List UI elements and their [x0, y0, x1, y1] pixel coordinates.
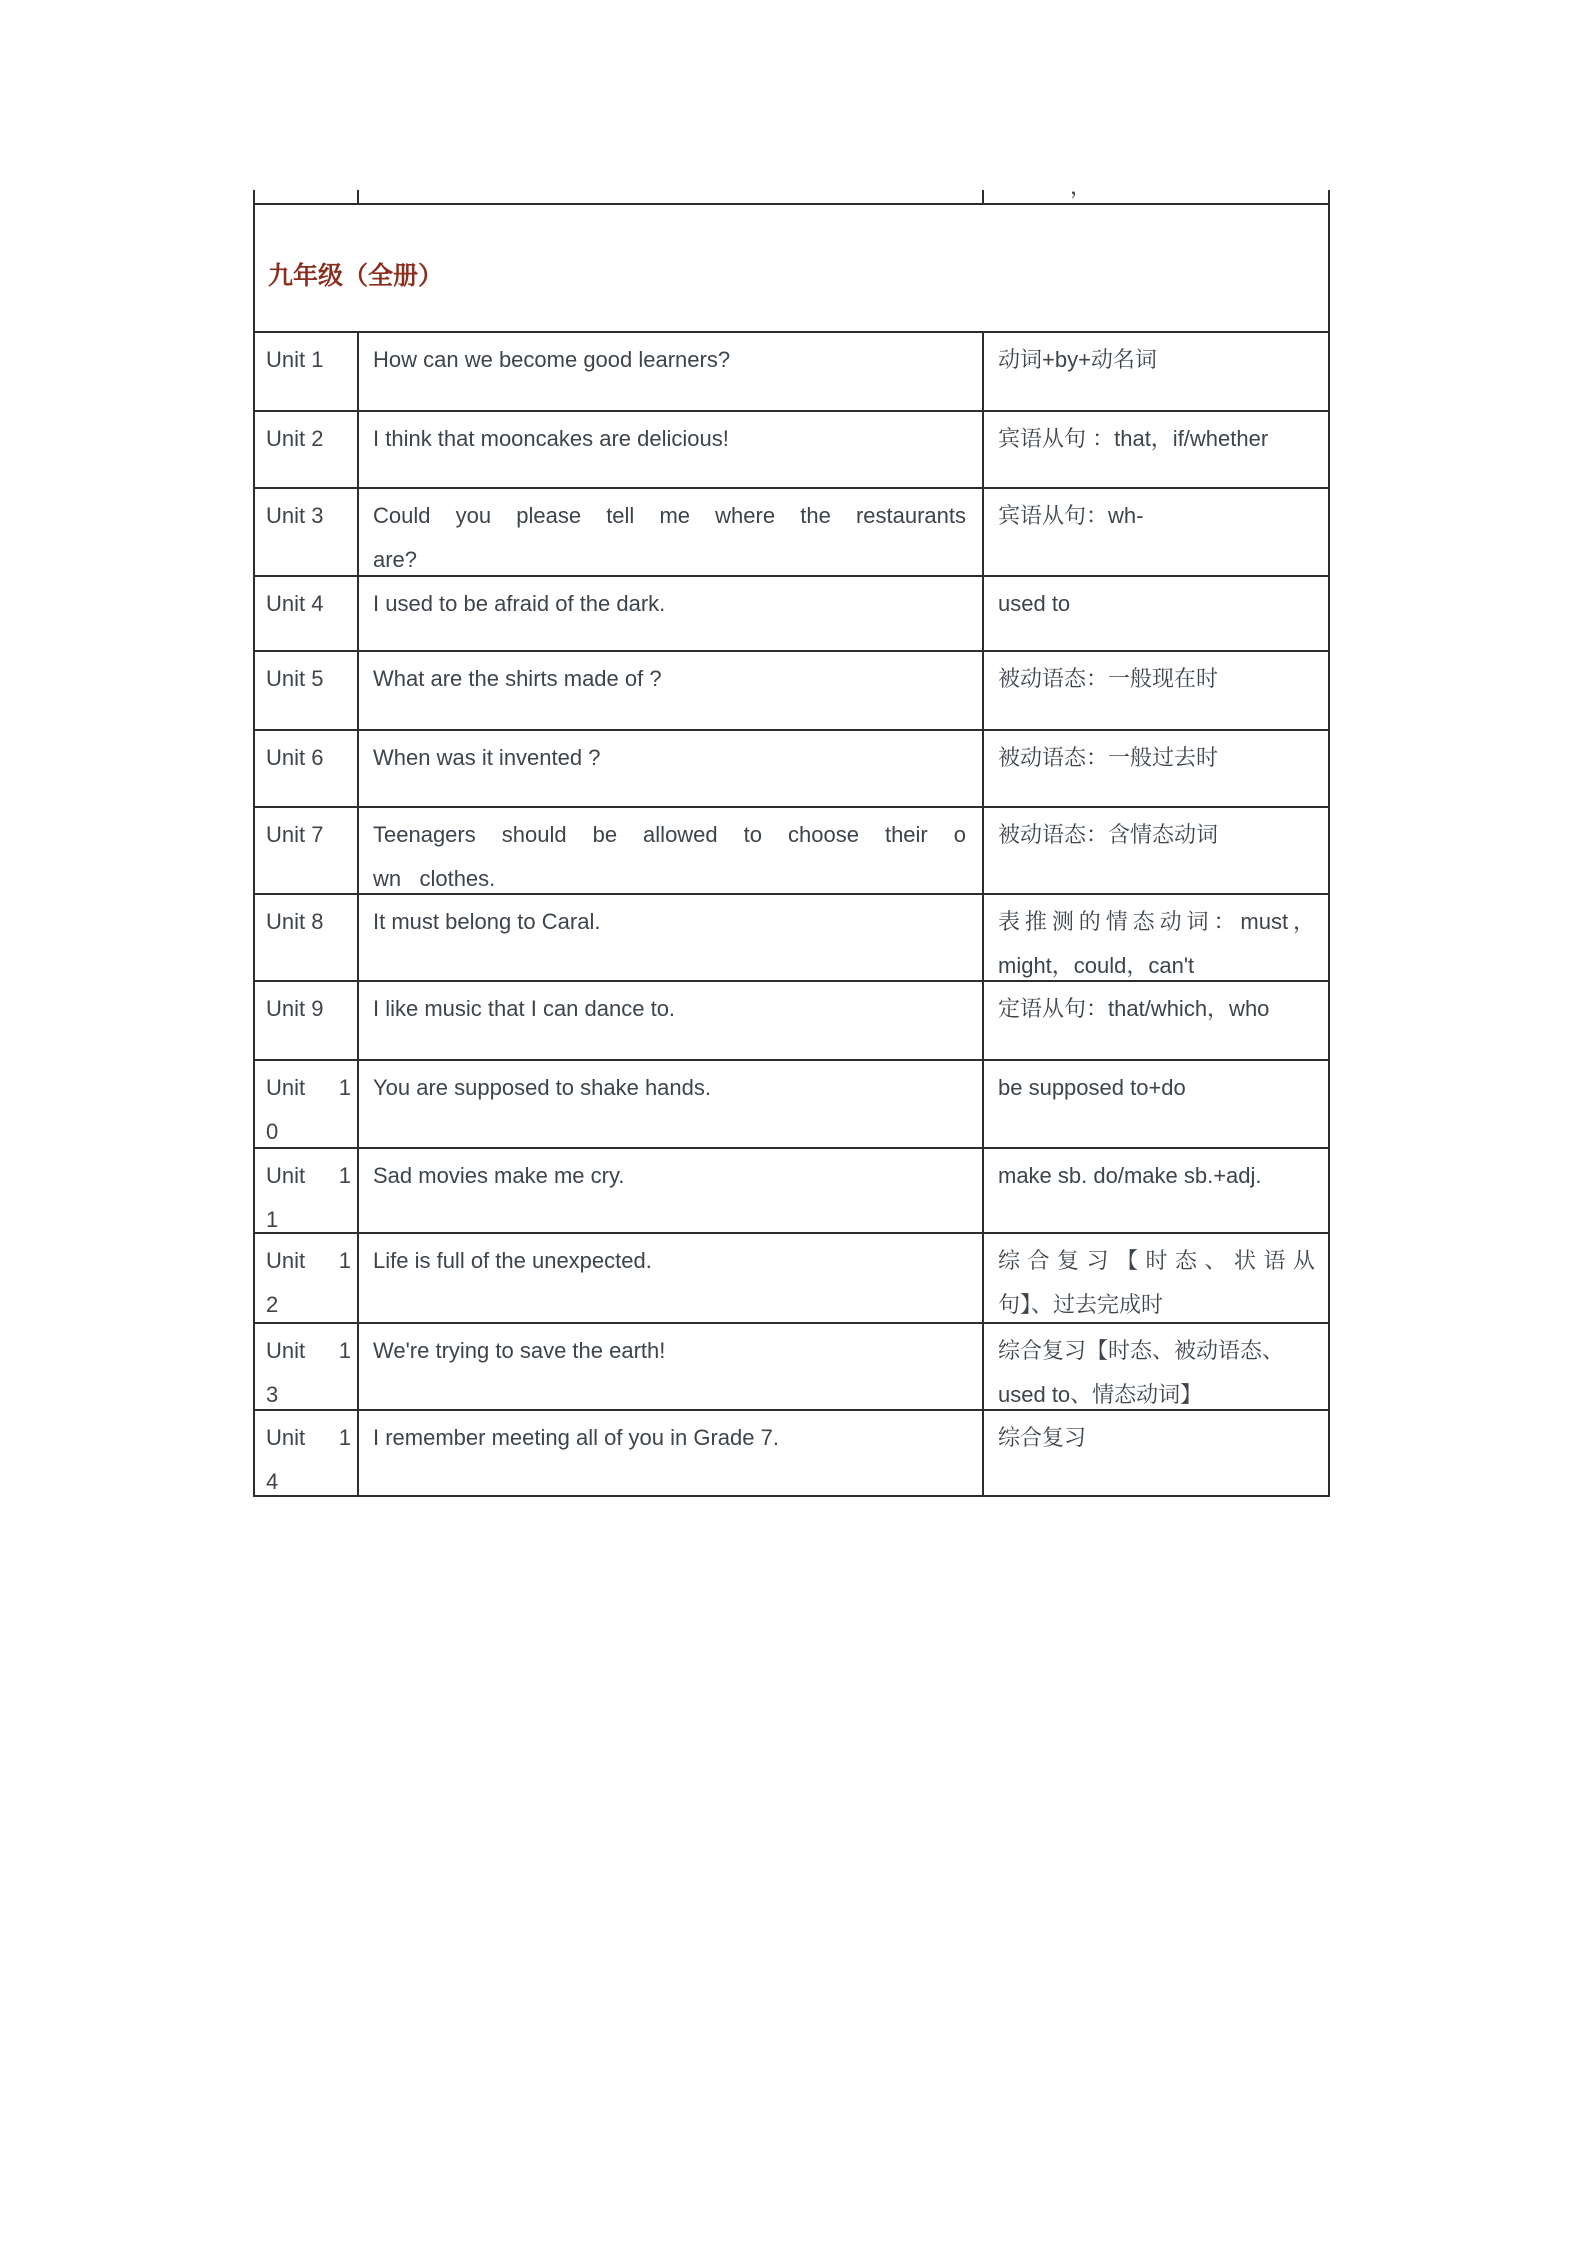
sentence-text: Sad movies make me cry. [373, 1163, 625, 1188]
unit-text: 2 [266, 1292, 279, 1317]
grammar-text: 宾语从句：wh- [998, 503, 1144, 528]
grammar-cell [984, 333, 1328, 410]
sentence-text: I like music that I can dance to. [373, 996, 676, 1021]
sentence-text: You are supposed to shake hands. [373, 1075, 712, 1100]
unit-cell [255, 1061, 359, 1147]
previous-row-fragment [253, 174, 1330, 203]
unit-text: 3 [266, 1382, 279, 1407]
grammar-text: 句】、过去完成时 [998, 1292, 1164, 1317]
sentence-text: Life is full of the unexpected. [373, 1248, 652, 1273]
sentence-text: are? [373, 547, 418, 572]
unit-cell [255, 1234, 359, 1322]
table-row [253, 731, 1330, 808]
unit-cell [255, 808, 359, 893]
unit-text: Unit 1 [266, 1338, 351, 1363]
table-row [253, 1149, 1330, 1234]
grammar-text: 被动语态：一般现在时 [998, 666, 1219, 691]
table-row [253, 1061, 1330, 1149]
sentence-cell [359, 333, 984, 410]
grammar-text: 被动语态：一般过去时 [998, 745, 1219, 770]
table-row [253, 1234, 1330, 1324]
unit-cell [255, 333, 359, 410]
table-row [253, 333, 1330, 412]
table-row [253, 652, 1330, 731]
sentence-text: It must belong to Caral. [373, 909, 601, 934]
unit-cell [255, 412, 359, 487]
unit-text: Unit 1 [266, 1075, 351, 1100]
units-table [253, 174, 1330, 1497]
unit-cell [255, 1324, 359, 1409]
unit-text: 0 [266, 1119, 279, 1144]
table-row [253, 808, 1330, 895]
table-row [253, 1324, 1330, 1411]
grammar-text: 综合复习【时态、状语从 [998, 1248, 1315, 1273]
grammar-cell [984, 1061, 1328, 1147]
unit-cell [255, 489, 359, 575]
unit-text: Unit 4 [266, 591, 324, 616]
sentence-text: Teenagers should be allowed to choose their o [373, 822, 966, 847]
unit-text: Unit 3 [266, 503, 324, 528]
unit-cell [255, 895, 359, 980]
sentence-cell [359, 1411, 984, 1495]
grammar-text: 定语从句：that/which，who [998, 996, 1270, 1021]
unit-cell [255, 1411, 359, 1495]
sentence-text: When was it invented ? [373, 745, 601, 770]
sentence-text: What are the shirts made of ? [373, 666, 662, 691]
grammar-text: 综合复习 [998, 1425, 1087, 1450]
grammar-text: used to、情态动词】 [998, 1382, 1203, 1407]
sentence-text: I think that mooncakes are delicious! [373, 426, 729, 451]
sentence-cell [359, 1324, 984, 1409]
sentence-cell [359, 652, 984, 729]
sentence-text: I used to be afraid of the dark. [373, 591, 666, 616]
table-row [253, 1411, 1330, 1497]
unit-text: Unit 9 [266, 996, 324, 1021]
sentence-cell [359, 808, 984, 893]
grammar-text: 综合复习【时态、被动语态、 [998, 1338, 1285, 1363]
unit-cell [255, 731, 359, 806]
unit-text: Unit 1 [266, 347, 324, 372]
grammar-text: used to [998, 591, 1071, 616]
grammar-cell [984, 652, 1328, 729]
unit-cell [255, 1149, 359, 1232]
previous-row-sentence-cell-fragment [359, 190, 984, 203]
grammar-cell [984, 412, 1328, 487]
grammar-cell [984, 577, 1328, 650]
sentence-cell [359, 412, 984, 487]
grammar-text: might，could，can't [998, 953, 1195, 978]
unit-text: Unit 1 [266, 1425, 351, 1450]
table-row [253, 577, 1330, 652]
sentence-cell [359, 1061, 984, 1147]
unit-text: Unit 8 [266, 909, 324, 934]
unit-text: Unit 2 [266, 426, 324, 451]
unit-cell [255, 652, 359, 729]
sentence-text: We're trying to save the earth! [373, 1338, 666, 1363]
unit-text: Unit 7 [266, 822, 324, 847]
grammar-cell [984, 1149, 1328, 1232]
sentence-cell [359, 731, 984, 806]
sentence-cell [359, 1149, 984, 1232]
sentence-cell [359, 577, 984, 650]
units-table-body [253, 333, 1330, 1497]
grammar-cell [984, 1234, 1328, 1322]
comma-fragment-text: ， [1070, 174, 1093, 199]
sentence-text: I remember meeting all of you in Grade 7. [373, 1425, 779, 1450]
grammar-cell [984, 982, 1328, 1059]
unit-cell [255, 982, 359, 1059]
grammar-cell [984, 489, 1328, 575]
grammar-cell [984, 731, 1328, 806]
grammar-cell [984, 895, 1328, 980]
sentence-text: How can we become good learners? [373, 347, 731, 372]
grammar-text: 宾语从句 ：that，if/whether [998, 426, 1269, 451]
section-title: 九年级（全册） [268, 262, 444, 290]
unit-cell [255, 577, 359, 650]
table-row [253, 412, 1330, 489]
grammar-text: 动词+by+动名词 [998, 347, 1157, 372]
unit-text: 4 [266, 1469, 279, 1494]
table-row [253, 895, 1330, 982]
grammar-text: 表推测的情态动词：must， [998, 909, 1315, 934]
unit-text: Unit 1 [266, 1248, 351, 1273]
unit-text: 1 [266, 1207, 279, 1232]
sentence-text: Could you please tell me where the restaurants [373, 503, 966, 528]
previous-row-unit-cell-fragment [255, 190, 359, 203]
sentence-text: wn clothes. [373, 866, 496, 891]
grammar-text: be supposed to+do [998, 1075, 1186, 1100]
unit-text: Unit 1 [266, 1163, 351, 1188]
table-row [253, 982, 1330, 1061]
unit-text: Unit 5 [266, 666, 324, 691]
table-row [253, 489, 1330, 577]
section-header-row [253, 203, 1330, 333]
grammar-cell [984, 1324, 1328, 1409]
grammar-text: 被动语态：含情态动词 [998, 822, 1219, 847]
unit-text: Unit 6 [266, 745, 324, 770]
grammar-text: make sb. do/make sb.+adj. [998, 1163, 1262, 1188]
previous-row-grammar-cell-fragment [984, 190, 1328, 203]
grammar-cell [984, 1411, 1328, 1495]
sentence-cell [359, 1234, 984, 1322]
sentence-cell [359, 895, 984, 980]
sentence-cell [359, 982, 984, 1059]
grammar-cell [984, 808, 1328, 893]
sentence-cell [359, 489, 984, 575]
